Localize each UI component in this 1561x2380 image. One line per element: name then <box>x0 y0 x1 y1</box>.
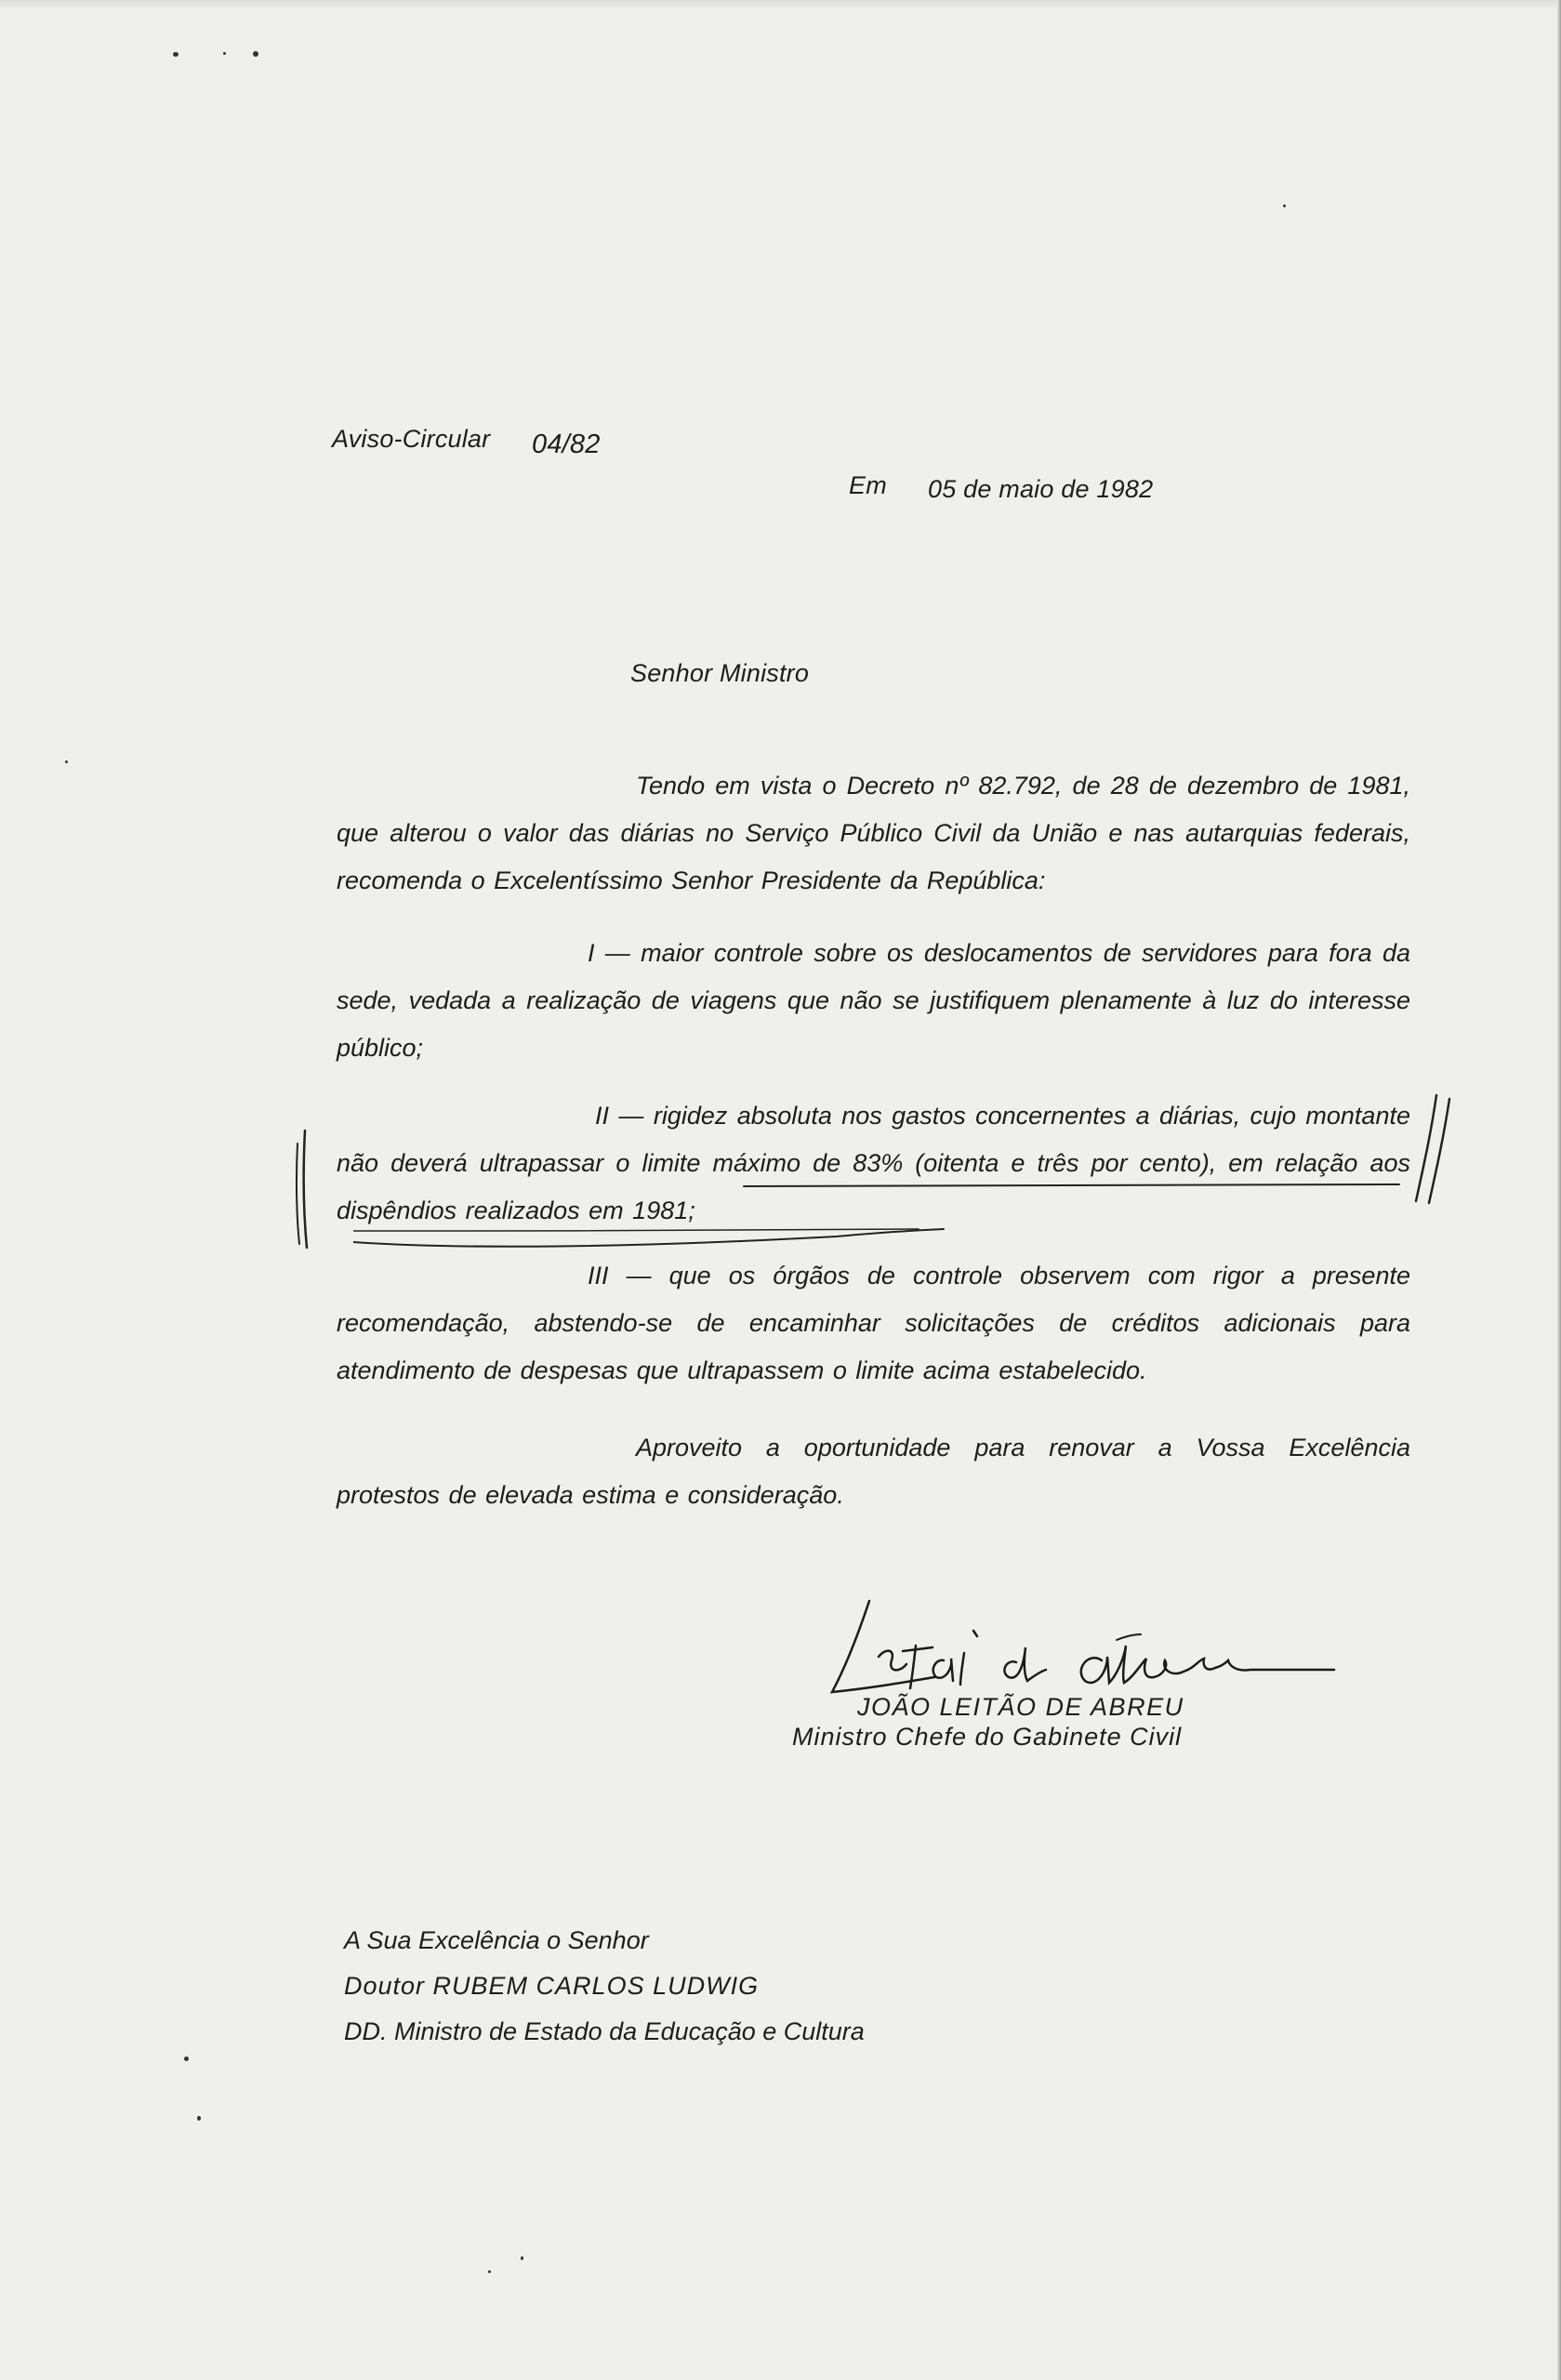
item-3-numeral: III <box>588 1262 609 1289</box>
date-value: 05 de maio de 1982 <box>928 475 1154 503</box>
item-3-paragraph <box>337 1252 1410 1395</box>
date-prefix: Em <box>849 471 887 499</box>
signatory-name: JOÃO LEITÃO DE ABREU <box>857 1693 1184 1721</box>
item-3 <box>337 1252 1410 1395</box>
recipient-line-3: DD. Ministro de Estado da Educação e Cultura <box>344 2017 865 2045</box>
scan-speck <box>197 2116 201 2121</box>
recipient-line-1: A Sua Excelência o Senhor <box>344 1926 649 1954</box>
recipient-line-2: Doutor RUBEM CARLOS LUDWIG <box>344 1972 760 2000</box>
scan-edge-right <box>1557 0 1561 2380</box>
hand-underline-icon <box>353 1173 1413 1257</box>
scan-speck <box>65 760 68 763</box>
item-1-text: — maior controle sobre os deslocamentos de servidores para fora da sede, vedada a realização de viagens que não se justifiquem plenamente à luz do interesse público; <box>337 939 1410 1062</box>
item-2-text: — rigidez absoluta nos gastos concernentes a diárias, cujo montante não deverá ultrapassar o limite máximo de 83% (oitenta e três por cento), em relação aos dispêndios realizados em 1981; <box>337 1102 1410 1224</box>
item-1-numeral: I <box>588 939 595 967</box>
scan-speck <box>184 2056 189 2061</box>
margin-bracket-left-icon <box>279 1125 316 1255</box>
scan-speck <box>1283 205 1286 207</box>
intro-paragraph <box>337 762 1410 905</box>
handwritten-signature-icon <box>814 1592 1371 1703</box>
scan-speck <box>521 2256 523 2260</box>
item-1-paragraph <box>337 930 1410 1072</box>
closing-text: Aproveito a oportunidade para renovar a Vossa Excelência protestos de elevada estima e consideração. <box>337 1434 1410 1509</box>
closing-paragraph <box>337 1424 1410 1519</box>
intro-text: Tendo em vista o Decreto nº 82.792, de 28 de dezembro de 1981, que alterou o valor das diárias no Serviço Público Civil da União e nas autarquias federais, recomenda o Excelentíssimo Senhor Presidente da República: <box>337 772 1410 894</box>
item-3-text: — que os órgãos de controle observem com rigor a presente recomendação, abstendo-se de encaminhar solicitações de créditos adicionais para atendimento de despesas que ultrapassem o limite acima estabelecido. <box>337 1262 1410 1384</box>
salutation: Senhor Ministro <box>630 659 810 687</box>
item-1 <box>337 930 1410 1072</box>
scan-speck <box>488 2270 491 2273</box>
scan-edge-top <box>0 0 1561 9</box>
reference-label: Aviso-Circular <box>332 425 491 453</box>
signatory-title: Ministro Chefe do Gabinete Civil <box>792 1723 1183 1751</box>
reference-number: 04/82 <box>532 430 601 459</box>
scan-speck <box>253 51 258 57</box>
scan-speck <box>223 52 226 55</box>
scan-speck <box>173 52 179 57</box>
item-2-numeral: II <box>595 1102 610 1130</box>
